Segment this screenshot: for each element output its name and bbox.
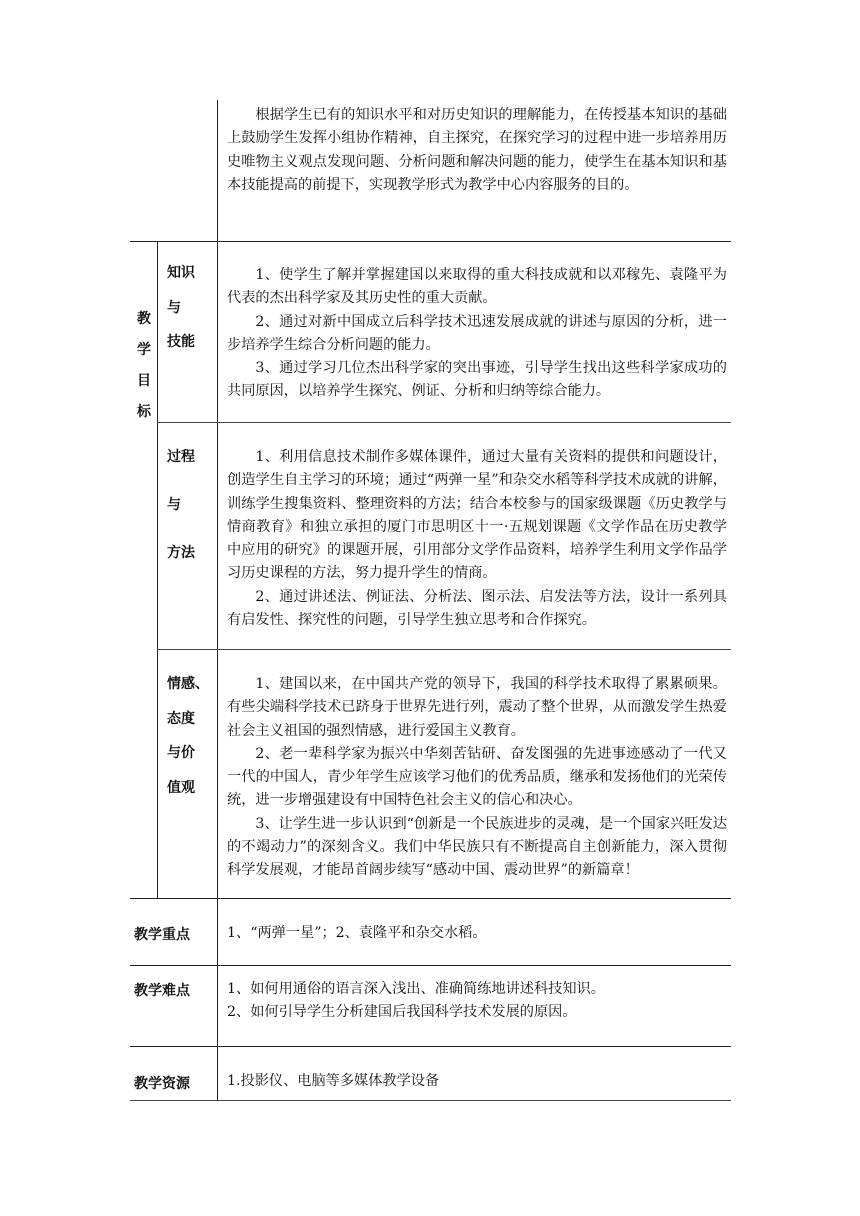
difficulties-label: 教学难点	[134, 983, 190, 999]
label-line: 过程	[167, 449, 195, 465]
knowledge-skills-content	[227, 264, 727, 404]
difficulty-line: 1、如何用通俗的语言深入浅出、准确简练地讲述科技知识。	[227, 981, 605, 997]
column-divider	[217, 100, 218, 1101]
label-line: 与价	[167, 745, 195, 761]
difficulty-line: 2、如何引导学生分析建国后我国科学技术发展的原因。	[227, 1004, 577, 1021]
difficulties-text	[227, 978, 605, 1025]
paragraph: 3、通过学习几位杰出科学家的突出事迹，引导学生找出这些科学家成功的共同原因，以培养学生探究、例证、分析和归纳等综合能力。	[227, 360, 727, 400]
objectives-text: 根据学生已有的知识水平和对历史知识的理解能力，在传授基本知识的基础上鼓励学生发挥小组协作精神，自主探究，在探究学习的过程中进一步培养用历史唯物主义观点发现问题、分析问题和解决问题的能力，使学生在基本知识和基本技能提高的前提下，实现教学形式为教学中心内容服务的目的。	[227, 107, 727, 193]
label-line: 值观	[167, 779, 195, 796]
paragraph: 2、老一辈科学家为振兴中华刻苦钻研、奋发图强的先进事迹感动了一代又一代的中国人，青少年学生应该学习他们的优秀品质，继承和发扬他们的光荣传统，进一步增强建设有中国特色社会主义的信心和决心。	[227, 745, 727, 809]
label-char: 教	[137, 311, 151, 327]
row-line	[130, 965, 731, 966]
label-line: 知识	[167, 265, 195, 281]
paragraph: 1、建国以来，在中国共产党的领导下，我国的科学技术取得了累累硕果。有些尖端科学技术已跻身于世界先进行列，震动了整个世界，从而激发学生热爱社会主义祖国的强烈情感，进行爱国主义教育。	[227, 676, 727, 739]
goals-subdivider	[157, 241, 158, 898]
label-char: 标	[137, 404, 151, 420]
row-line	[157, 649, 731, 650]
label-line: 与	[167, 299, 181, 316]
row-line	[130, 898, 731, 899]
resources-label: 教学资源	[134, 1076, 190, 1092]
label-char: 学	[137, 342, 151, 358]
process-methods-label	[167, 446, 195, 577]
row-line	[157, 422, 731, 423]
row-line	[130, 241, 731, 242]
paragraph: 2、通过对新中国成立后科学技术迅速发展成就的讲述与原因的分析，进一步培养学生综合分析问题的能力。	[227, 313, 727, 353]
paragraph: 1、利用信息技术制作多媒体课件，通过大量有关资料的提供和问题设计，创造学生自主学习的环境；通过“两弹一星”和杂交水稻等科学技术成就的讲解，训练学生搜集资料、整理资料的方法；结合本校参与的国家级课题《历史教学与情商教育》和独立承担的厦门市思明区十一·五规划课题《文学作品在历史教学中应用的研究》的课题开展，引用部分文学作品资料，培养学生利用文学作品学习历史课程的方法，努力提升学生的情商。	[227, 449, 727, 582]
emotion-values-content	[227, 673, 727, 883]
teaching-goals-label	[134, 304, 154, 428]
label-line: 态度	[167, 710, 195, 727]
label-line: 技能	[167, 334, 195, 350]
label-line: 方法	[167, 545, 195, 561]
key-points-text: 1、“两弹一星”；2、袁隆平和杂交水稻。	[227, 925, 487, 941]
resources-text: 1.投影仪、电脑等多媒体教学设备	[227, 1073, 440, 1089]
label-line: 情感、	[167, 676, 209, 692]
paragraph: 3、让学生进一步认识到“创新是一个民族进步的灵魂，是一个国家兴旺发达的不竭动力”的深刻含义。我们中华民族只有不断提高自主创新能力，深入贯彻科学发展观，才能昂首阔步续写“感动中国、震动世界”的新篇章！	[227, 815, 727, 879]
key-points-label: 教学重点	[134, 927, 190, 943]
paragraph: 2、通过讲述法、例证法、分析法、图示法、启发法等方法，设计一系列具有启发性、探究性的问题，引导学生独立思考和合作探究。	[227, 588, 727, 629]
row-line	[130, 1100, 731, 1101]
label-line: 与	[167, 497, 181, 513]
label-char: 目	[137, 373, 151, 389]
row-line	[130, 1046, 731, 1047]
objectives-paragraph	[227, 104, 727, 197]
process-methods-content	[227, 446, 727, 632]
paragraph: 1、使学生了解并掌握建国以来取得的重大科技成就和以邓稼先、袁隆平为代表的杰出科学家及其历史性的重大贡献。	[227, 267, 727, 307]
emotion-values-label	[167, 673, 209, 811]
knowledge-skills-label	[167, 262, 195, 366]
